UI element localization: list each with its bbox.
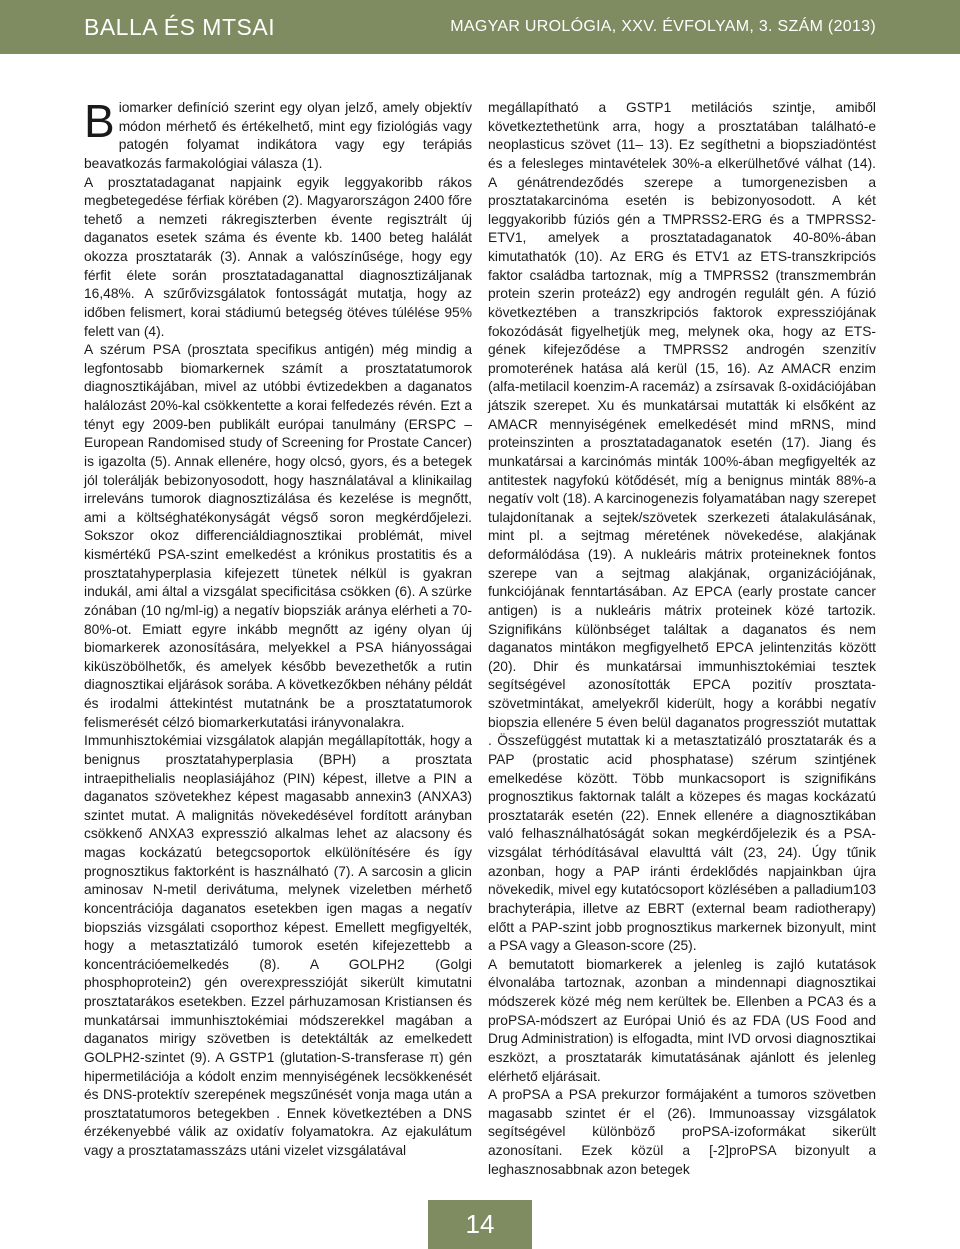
paragraph xyxy=(84,95,472,174)
left-column xyxy=(84,95,472,1161)
paragraph: A bemutatott biomarkerek a jelenleg is zajló kutatások élvonalába tartoznak, azonban a mindennapi diagnosztikai módszerek közé még nem kerültek be. Ellenben a PCA3 és a proPSA-módszert az Európai Unió és az FDA (US Food and Drug Administration) is elfogadta, mint IVD orvosi diagnosztikai eszközt, a prosztatarák kimutatásának ajánlott és jelenleg elérhető eljárásait. xyxy=(488,956,876,1084)
paragraph: megállapítható a GSTP1 metilációs szintje, amiből következtethetünk arra, hogy a prosztatában található-e neoplasticus szövet (11– 13). Ez segíthetni a biopsziadöntést és a felesleges mintavételek 30%-a elkerülhetővé válhat (14). A génátrendeződés szerepe a tumorgenezisben a prosztatakarcinóma esetén is bebizonyosodott. A két leggyakoribb fúziós gén a TMPRSS2-ERG és a TMPRSS2-ETV1, amelyek a prosztatadaganatok 40-80%-ában kimutathatók (10). Az ERG és ETV1 az ETS-transzkripciós faktor családba tartoznak, míg a TMPRSS2 (transzmembrán protein szerin proteáz2) egy androgén regulált gén. A fúzió következtében a transzkripciós faktorok expressziójának fokozódását figyelhetjük meg, melynek oka, hogy az ETS-gének kifejeződése a TMPRSS2 androgén szenzitív promoterének hatása alá kerül (15, 16). Az AMACR enzim (alfa-metilacil koenzim-A racemáz) a zsírsavak ß-oxidációjában játszik szerepet. Xu és munkatársai mutatták ki elsőként az AMACR mennyiségének emelkedését mind mRNS, mind proteinszinten a prosztatadaganatok esetén (17). Jiang és munkatársai a karcinómás minták 100%-ában megfigyelték az antitestek nagyfokú kötődését, míg a benignus minták 88%-a negatív volt (18). A karcinogenezis folyamatában nagy szerepet tulajdonítanak a sejtek/szövetek szerkezeti átalakulásának, mint pl. a sejtmag méretének növekedése, alakjának deformálódása (19). A nukleáris mátrix proteineknek fontos szerepe van a sejtmag alakjának, organizációjának, funkciójának fenntartásában. Az EPCA (early prostate cancer antigen) is a nukleáris mátrix proteinek közé tartozik. Szignifikáns különbséget találtak a daganatos és nem daganatos mintákon megfigyelhető EPCA jelintenzitás között (20). Dhir és munkatársai immunhisztokémiai tesztek segítségével azonosították EPCA pozitív prosztata-szövetmintákat, amelyekről kiderült, hogy a korábbi negatív biopszia ellenére 5 éven belül daganatos progressziót mutattak . Összefüggést mutattak ki a metasztatizáló prosztatarák és a PAP (prostatic acid phosphatase) szérum szintjének emelkedése között. Több munkacsoport is szignifikáns prognosztikus faktornak talált a közepes és magas kockázatú prosztatarák esetén (22). Ennek ellenére a diagnosztikában való felhasználhatóságát sokan megkérdőjelezik és a PSA-vizsgálat térhódításával elavulttá vált (23, 24). Úgy tűnik azonban, hogy a PAP iránti érdeklődés napjainkban újra növekedik, mivel egy kutatócsoport közlésében a palladium103 brachyterápia, illetve az EBRT (external beam radiotherapy) előtt a PAP-szint jobb prognosztikus markernek bizonyult, mint a PSA vagy a Gleason-score (25). xyxy=(488,100,876,954)
running-header xyxy=(0,0,960,54)
page-number-box xyxy=(428,1200,532,1249)
paragraph: A szérum PSA (prosztata specifikus antigén) még mindig a legfontosabb biomarkernek számít a prosztatatumorok diagnosztikájában, mivel az utóbbi évtizedekben a daganatos halálozást 20%-kal csökkentette a korai felfedezés révén. Ezt a tényt egy 2009-ben publikált európai tanulmány (ERSPC – European Randomised study of Screening for Prostate Cancer) is igazolta (5). Annak ellenére, hogy olcsó, gyors, és a betegek jól tolerálják bebizonyosodott, hogy használatával a klinikailag irreleváns tumorok diagnosztizálása és kezelése is megnőtt, ami a költséghatékonyságát végső soron megkérdőjelezi. Sokszor okoz differenciáldiagnosztikai problémát, mivel kismértékű PSA-szint emelkedést a krónikus prostatitis és a prosztatahyperplasia kifejezett tünetek nélkül is gyakran indukál, ami által a vizsgálat specificitása csökken (6). A szürke zónában (10 ng/ml-ig) a negatív biopsziák aránya elérheti a 70-80%-ot. Emiatt egyre inkább megnőtt az igény olyan új biomarkerek azonosítására, melyekkel a PSA hiányosságai kiküszöbölhetők, és amelyek később bevezethetők a rutin diagnosztikai eljárások sorába. A következőkben néhány példát és irodalmi áttekintést mutatnánk be a prosztatatumorok felismerését célzó biomarkerkutatási irányvonalakra. xyxy=(84,342,472,730)
paragraph: A proPSA a PSA prekurzor formájaként a tumoros szövetben magasabb szintet ér el (26). Immunoassay vizsgálatok segítségével különböző proPSA-izoformákat sikerült azonosítani. Ezek közül a [-2]proPSA bizonyult a leghasznosabbnak azon betegek xyxy=(488,1087,876,1177)
drop-cap: B xyxy=(84,95,115,147)
right-column xyxy=(488,99,876,1179)
header-journal: MAGYAR UROLÓGIA, XXV. ÉVFOLYAM, 3. SZÁM (2013) xyxy=(450,18,876,35)
paragraph: A prosztatadaganat napjaink egyik leggyakoribb rákos megbetegedése férfiak körében (2). Magyarországon 2400 főre tehető a nemzeti rákregiszterben évente regisztrált új daganatos esetek száma és évente kb. 1400 beteg halálát okozza prosztatarák (3). Annak a valószínűsége, hogy egy férfit élete során prosztatadaganattal diagnosztizáljanak 16,48%. A szűrővizsgálatok fontosságát mutatja, hogy az időben felismert, korai stádiumú betegség ötéves túlélése 95% felett van (4). xyxy=(84,174,472,339)
header-authors: BALLA ÉS MTSAI xyxy=(84,14,276,40)
page-number: 14 xyxy=(465,1209,495,1239)
paragraph: Immunhisztokémiai vizsgálatok alapján megállapították, hogy a benignus prosztatahyperplasia (BPH) a prosztata intraepithelialis neoplasiájához (PIN) képest, illetve a PIN a daganatos szövetekhez képest magasabb annexin3 (ANXA3) szintet mutat. A malignitás növekedésével fordított arányban csökkenő ANXA3 expresszió alkalmas lehet az alacsony és magas kockázatú betegcsoportok elkülönítésére és így prognosztikus faktorként is használható (7). A sarcosin a glicin aminosav N-metil derivátuma, melynek vizeletben mérhető koncentrációja daganatos esetekben igen magas a negatív biopsziás vizsgálati csoporthoz képest. Emellett megfigyelték, hogy a metasztatizáló tumorok esetén kifejezettebb a koncentrációemelkedés (8). A GOLPH2 (Golgi phosphoprotein2) gén overexpresszióját sikerült kimutatni prosztatarákos esetekben. Ezzel párhuzamosan Kristiansen és munkatársai immunhisztokémiai módszerekkel magában a daganatos mirigy szövetben is detektálták az emelkedett GOLPH2-szintet (9). A GSTP1 (glutation-S-transferase π) gén hipermetilációja a kódolt enzim mennyiségének lecsökkenését és DNS-protektív szerepének megszűnését vonja maga után a prosztatatumoros betegekben . Ennek következtében a DNS érzékenyebbé válik az oxidatív folyamatokra. Az ejakulátum vagy a prosztatamasszázs utáni vizelet vizsgálatával xyxy=(84,733,472,1158)
paragraph-text: iomarker definíció szerint egy olyan jelző, amely objektív módon mérhető és értékelhető, mint egy fiziológiás vagy patogén folyamat indikátora vagy egy terápiás beavatkozás farmakológiai válasza (1). xyxy=(84,100,472,171)
